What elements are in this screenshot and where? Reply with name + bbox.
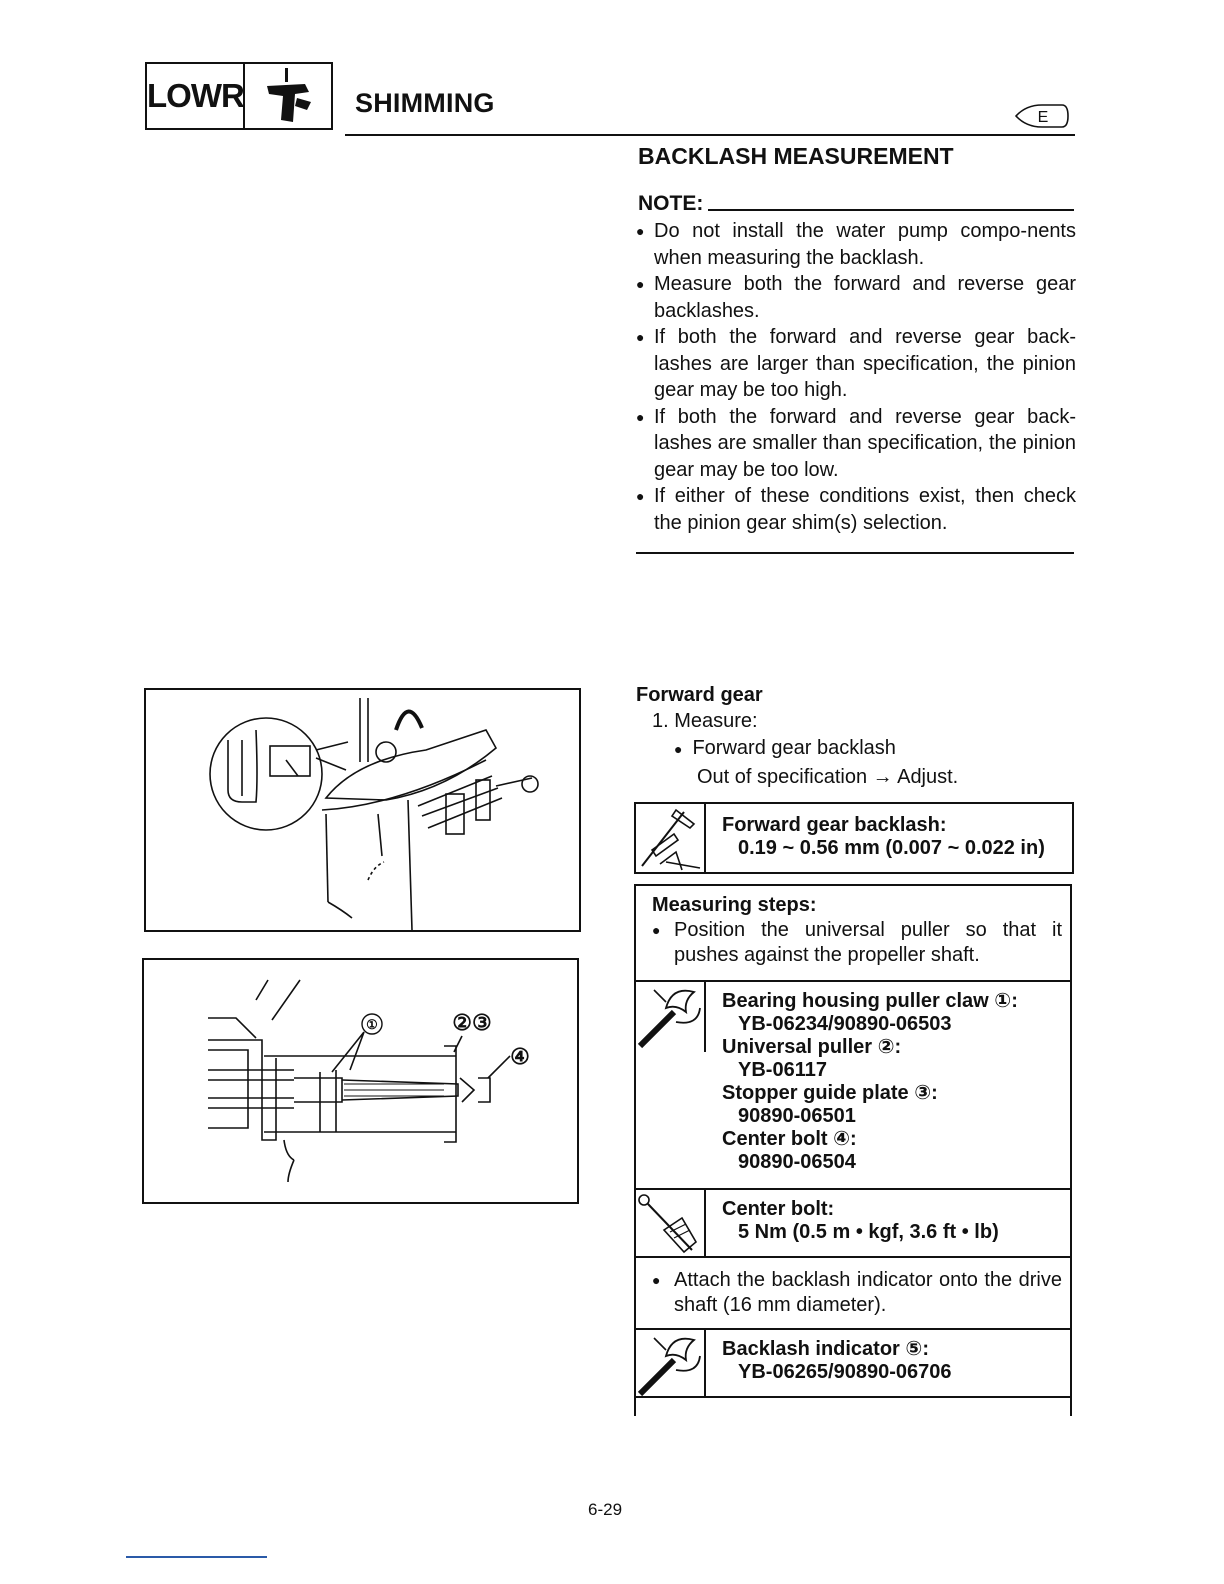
tool-part-number: YB-06265/90890-06706 <box>738 1361 952 1383</box>
tool-label: Backlash indicator ⑤: <box>722 1338 929 1360</box>
tool-label: Center bolt ④: <box>722 1128 857 1150</box>
tool-part-number: YB-06234/90890-06503 <box>738 1013 952 1035</box>
tool-part-number: 90890-06504 <box>738 1151 856 1173</box>
spec-text <box>722 814 1045 860</box>
callout-1: ① <box>366 1017 378 1032</box>
figure-universal-puller <box>142 958 579 1204</box>
note-item: ● If both the forward and reverse gear back-lashes are larger than specification, the pinion gear may be too high. <box>636 324 1076 404</box>
out-of-spec-line: Out of specification → Adjust. <box>697 766 959 788</box>
measuring-steps-heading: Measuring steps: <box>652 894 817 916</box>
torque-spec <box>722 1198 999 1244</box>
torque-label: Center bolt: <box>722 1198 835 1220</box>
measuring-step-2: ● Attach the backlash indicator onto the drive shaft (16 mm diameter). <box>652 1268 1062 1318</box>
note-item: ● If either of these conditions exist, then check the pinion gear shim(s) selection. <box>636 483 1076 536</box>
note-label: NOTE: <box>638 192 704 215</box>
page-number: 6-29 <box>588 1500 623 1519</box>
language-badge <box>1012 103 1070 129</box>
divider <box>636 1256 1070 1258</box>
note-item: ● If both the forward and reverse gear back-lashes are smaller than specification, the pinion gear may be too low. <box>636 404 1076 484</box>
torque-value: 5 Nm (0.5 m • kgf, 3.6 ft • lb) <box>738 1221 999 1243</box>
measuring-steps <box>652 893 1062 968</box>
note-rule <box>708 209 1074 211</box>
step-measure: 1. Measure: <box>652 710 758 732</box>
tool-part-number: YB-06117 <box>738 1059 827 1081</box>
bullet-forward-gear-backlash: ● Forward gear backlash <box>674 737 896 760</box>
measuring-step-1: ● Position the universal puller so that it pushes against the propeller shaft. <box>652 918 1062 968</box>
puller-tool-icon <box>636 982 706 1052</box>
forward-gear-heading: Forward gear <box>636 684 763 706</box>
measuring-steps-box <box>634 884 1072 1416</box>
divider <box>636 1396 1070 1398</box>
figure-backlash-indicator <box>144 688 581 932</box>
page-title: SHIMMING <box>355 88 495 118</box>
tool-part-number: 90890-06501 <box>738 1105 856 1127</box>
tool-label: Stopper guide plate ③: <box>722 1082 938 1104</box>
note-item: ● Do not install the water pump compo-nents when measuring the backlash. <box>636 218 1076 271</box>
measuring-steps-2 <box>652 1268 1062 1318</box>
tools-list-1 <box>722 990 1018 1174</box>
callout-4: ④ <box>510 1044 530 1069</box>
section-tab <box>145 62 333 130</box>
note-end-rule <box>636 552 1074 554</box>
tools-list-2 <box>722 1338 952 1384</box>
caliper-icon <box>636 804 706 872</box>
language-badge-label: E <box>1037 109 1049 126</box>
tool-label: Universal puller ②: <box>722 1036 902 1058</box>
spec-box-forward-backlash <box>634 802 1074 874</box>
lower-unit-icon <box>245 64 331 128</box>
callout-2-3: ②③ <box>452 1010 492 1035</box>
note-list <box>636 218 1076 536</box>
spec-value: 0.19 ~ 0.56 mm (0.007 ~ 0.022 in) <box>738 837 1045 859</box>
tool-label: Bearing housing puller claw ①: <box>722 990 1018 1012</box>
section-heading: BACKLASH MEASUREMENT <box>638 143 954 169</box>
section-code: LOWR <box>147 64 245 128</box>
footer-link-rule <box>126 1556 267 1558</box>
header-rule <box>345 134 1075 136</box>
indicator-tool-icon <box>636 1330 706 1398</box>
torque-wrench-icon <box>636 1190 706 1258</box>
spec-label: Forward gear backlash: <box>722 814 947 836</box>
note-item: ● Measure both the forward and reverse gear backlashes. <box>636 271 1076 324</box>
